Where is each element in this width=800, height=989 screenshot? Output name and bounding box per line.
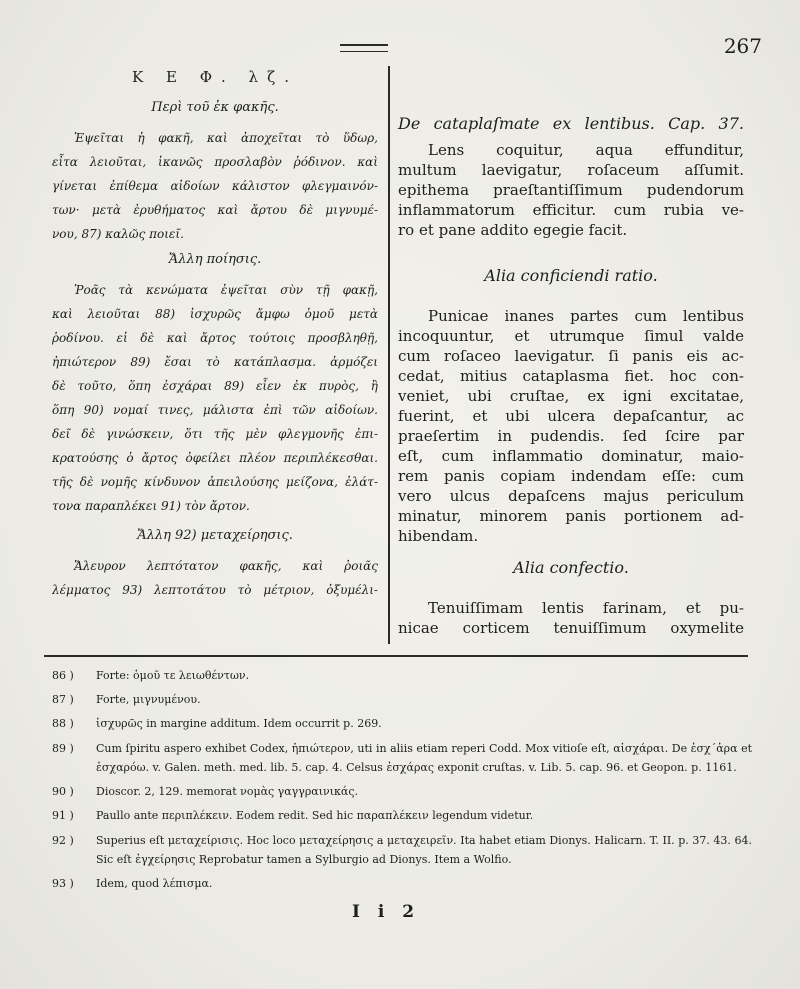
text-line: τῆς δὲ νομῆς κίνδυνον ἀπειλούσης μείζονα, ἐλάτ- [52,475,378,489]
greek-subtitle: Ἄλλη ποίησις. [168,252,262,267]
footnote [52,739,752,777]
latin-column [398,112,744,638]
footnote-text: Cum ſpiritu aspero exhibet Codex, ἡπιώτερον, uti in aliis etiam reperi Codd. Mox vitioſe eſt, αἰσχάραι. De ἐσχ´ἀρα et ἐσχαρόω. v. Galen. meth. med. lib. 5. cap. 4. Celsus ἐσχάρας exponit cruſtas. v. Lib. 5. cap. 96. et Geopon. p. 1161. [96,742,752,774]
text-line: καὶ λειοῦται 88) ἰσχυρῶς ἄμφω ὁμοῦ μετὰ [52,307,378,321]
text-line: εἶτα λειοῦται, ἱκανῶς προσλαβὸν ῥόδινον. καὶ [52,155,378,169]
text-line: κρατούσης ὁ ἄρτος ὀφείλει πλέον περιπλέκεσθαι. [52,451,378,465]
text-line: minatur, minorem panis portionem ad- [398,507,744,525]
text-line: rem panis copiam indendam eſſe: cum [398,467,744,485]
footnote [52,780,752,804]
greek-paragraph [52,278,378,518]
text-line: Lens coquitur, aqua effunditur, [428,141,744,159]
footnote-number: 86 ) [52,669,74,682]
footnote-text: Superius eſt μεταχείρισις. Hoc loco μεταχείρησις a μεταχειρεῖν. Ita habet etiam Dionys. Halicarn. T. II. p. 37. 43. 64. Sic eſt ἐγχείρησις Reprobatur tamen a Sylburgio ad Dionys. Item a Wolfio. [96,834,752,866]
text-line: των· μετὰ ἐρυθήματος καὶ ἄρτου δὲ μιγνυμέ- [52,203,378,217]
footnotes [52,664,752,896]
text-line: ro et pane addito egegie facit. [398,221,628,239]
text-line: δεῖ δὲ γινώσκειν, ὅτι τῆς μὲν φλεγμονῆς ἐπι- [52,427,378,441]
column-divider [388,66,390,644]
text-line: eſt, cum inflammatio dominatur, maio- [398,447,744,465]
footnote-number: 88 ) [52,717,74,730]
greek-paragraph [52,126,378,246]
signature-mark: I i 2 [352,902,421,922]
latin-paragraph [398,140,744,240]
footnote-text: Forte: ὁμοῦ τε λειωθέντων. [96,669,250,682]
text-line: veniet, ubi cruſtae, ex igni excitatae, [398,387,744,405]
footnote [52,712,752,736]
text-line: nicae corticem tenuiſſimum oxymelite [398,619,744,637]
text-line: vero ulcus depaſcens majus periculum [398,487,744,505]
greek-column [52,68,378,602]
page-number: 267 [723,34,762,58]
text-line: Punicae inanes partes cum lentibus [428,307,744,325]
footnote-number: 87 ) [52,693,74,706]
footnote-number: 92 ) [52,834,74,847]
footnote-number: 91 ) [52,809,74,822]
footnote-number: 89 ) [52,742,74,755]
text-line: Tenuiſſimam lentis farinam, et pu- [428,599,744,617]
text-line: ὅπη 90) νομαί τινες, μάλιστα ἐπὶ τῶν αἰδοίων. [52,403,378,417]
latin-subtitle: Alia confectio. [513,558,629,577]
footnote-text: Paullo ante περιπλέκειν. Eodem redit. Sed hic παραπλέκειν legendum videtur. [96,809,534,822]
text-line: ῥοδίνου. εἰ δὲ καὶ ἄρτος τούτοις προσβληθῇ, [52,331,378,345]
text-line: λέμματος 93) λεπτοτάτου τὸ μέτριον, ὀξυμέλι- [52,583,378,597]
header-ornament [340,44,388,52]
latin-paragraph [398,598,744,638]
footnote [52,872,752,896]
greek-subtitle: Ἄλλη 92) μεταχείρησις. [137,528,293,543]
text-line: Ῥοᾶς τὰ κενώματα ἑψεῖται σὺν τῇ φακῇ, [74,283,378,297]
footnote-text: ἰσχυρῶς in margine additum. Idem occurrit p. 269. [96,717,382,730]
text-line: incoquuntur, et utrumque ſimul valde [398,327,744,345]
greek-paragraph [52,554,378,602]
footnote-text: Idem, quod λέπισμα. [96,877,213,890]
text-line: τονα παραπλέκει 91) τὸν ἄρτον. [52,499,250,513]
text-line: inflammatorum efficitur. cum rubia ve- [398,201,744,219]
greek-subtitle: Περὶ τοῦ ἐκ φακῆς. [151,100,279,115]
text-line: cedat, mitius cataplasma fiet. hoc con- [398,367,744,385]
footnote [52,831,752,869]
latin-subtitle: Alia conficiendi ratio. [484,266,658,285]
text-line: fuerint, et ubi ulcera depaſcantur, ac [398,407,744,425]
text-line: ἠπιώτερον 89) ἔσαι τὸ κατάπλασμα. ἁρμόζει [52,355,378,369]
text-line: hibendam. [398,527,479,545]
chapter-heading: Κ Ε Φ. λζ. [132,68,298,86]
text-line: γίνεται ἐπίθεμα αἰδοίων κάλιστον φλεγμαινόν- [52,179,378,193]
text-line: Ἑψεῖται ἡ φακῆ, καὶ ἀποχεῖται τὸ ὕδωρ, [74,131,378,145]
text-line: Ἄλευρον λεπτότατον φακῆς, καὶ ῥοιᾶς [74,559,378,573]
footnote-number: 93 ) [52,877,74,890]
text-line: epithema praeſtantiſſimum pudendorum [398,181,744,199]
footnote [52,664,752,688]
text-line: cum roſaceo laevigatur. ſi panis eis ac- [398,347,744,365]
footnote-separator [44,655,748,657]
footnote-text: Dioscor. 2, 129. memorat νομὰς γαγγραινικάς. [96,785,359,798]
footnote [52,804,752,828]
text-line: praeſertim in pudendis. ſed ſcire par [398,427,744,445]
footnote-number: 90 ) [52,785,74,798]
text-line: νου, 87) καλῶς ποιεῖ. [52,227,184,241]
footnote-text: Forte, μιγνυμένου. [96,693,201,706]
latin-paragraph [398,306,744,546]
text-line: multum laevigatur, roſaceum aſſumit. [398,161,744,179]
text-line: δὲ τοῦτο, ὅπη ἐσχάραι 89) εἶεν ἐκ πυρὸς, ἢ [52,379,378,393]
footnote [52,688,752,712]
chapter-title: De cataplaſmate ex lentibus. Cap. 37. [398,114,744,133]
